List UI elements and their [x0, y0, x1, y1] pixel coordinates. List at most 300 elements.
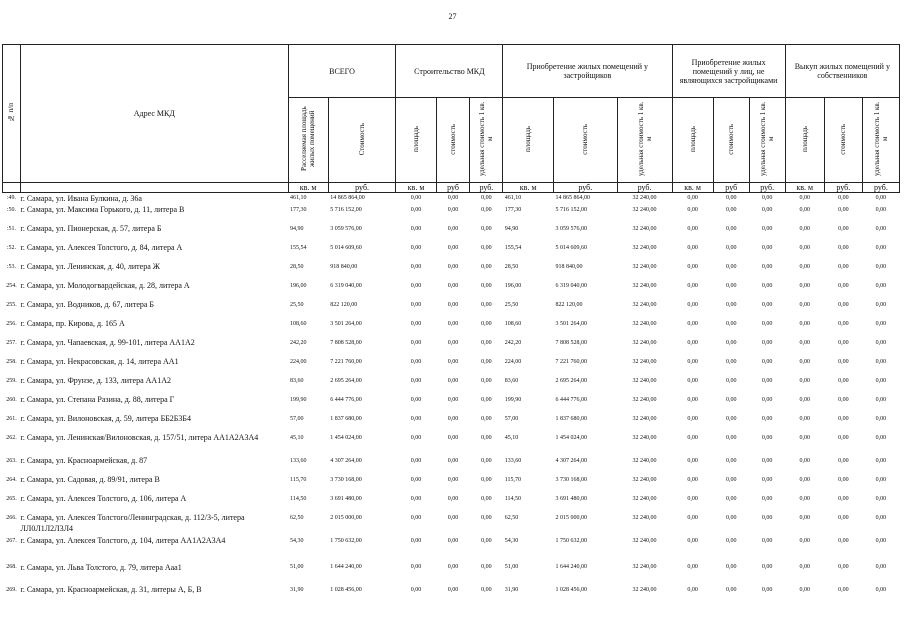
cell-dev-area: 461,10 — [504, 195, 522, 201]
cell-owners-unit: 0,00 — [875, 283, 887, 289]
cell-owners-cost: 0,00 — [838, 564, 849, 570]
row-address: г. Самара, ул. Вилоновская, д. 59, литера ББ2Б3Б4 — [20, 414, 191, 423]
cell-constr-cost: 0,00 — [447, 458, 459, 464]
cell-constr-area: 0,00 — [410, 564, 422, 570]
cell-nondev-area: 0,00 — [687, 435, 698, 441]
cell-dev-unit: 32 240,00 — [632, 587, 657, 593]
cell-dev-unit: 32 240,00 — [632, 564, 657, 570]
unit-rub: руб. — [749, 183, 785, 193]
cell-constr-area: 0,00 — [410, 477, 422, 483]
cell-owners-cost: 0,00 — [838, 226, 849, 232]
cell-owners-area: 0,00 — [799, 264, 810, 270]
cell-constr-cost: 0,00 — [447, 416, 459, 422]
col-resettled-area: Расселяемая площадь жилых помещений — [288, 98, 328, 183]
cell-dev-unit: 32 240,00 — [632, 283, 657, 289]
cell-resettled-area: 114,50 — [290, 496, 307, 502]
cell-resettled-area: 108,60 — [290, 321, 307, 327]
cell-dev-cost: 2 015 000,00 — [555, 515, 588, 521]
cell-dev-cost: 3 059 576,00 — [555, 226, 588, 232]
cell-owners-area: 0,00 — [799, 416, 810, 422]
cell-dev-unit: 32 240,00 — [632, 515, 657, 521]
cell-constr-cost: 0,00 — [447, 264, 459, 270]
cell-constr-area: 0,00 — [410, 226, 422, 232]
cell-nondev-cost: 0,00 — [725, 435, 737, 441]
cell-constr-unit: 0,00 — [481, 515, 492, 521]
cell-dev-area: 28,50 — [504, 264, 519, 270]
cell-dev-area: 108,60 — [504, 321, 522, 327]
cell-owners-cost: 0,00 — [838, 245, 849, 251]
table-row — [3, 455, 900, 474]
row-number: :52. — [6, 245, 17, 251]
cell-nondev-area: 0,00 — [687, 538, 698, 544]
group-total-header: ВСЕГО — [288, 45, 396, 98]
cell-nondev-cost: 0,00 — [725, 416, 737, 422]
cell-dev-area: 155,54 — [504, 245, 522, 251]
cell-owners-cost: 0,00 — [838, 515, 849, 521]
cell-constr-unit: 0,00 — [481, 283, 492, 289]
cell-constr-area: 0,00 — [410, 378, 422, 384]
cell-owners-unit: 0,00 — [875, 416, 887, 422]
cell-nondev-cost: 0,00 — [725, 496, 737, 502]
cell-owners-cost: 0,00 — [838, 477, 849, 483]
cell-total-cost: 3 501 264,00 — [330, 321, 362, 327]
cell-nondev-unit: 0,00 — [761, 587, 773, 593]
cell-dev-unit: 32 240,00 — [632, 264, 657, 270]
cell-dev-area: 54,30 — [504, 538, 519, 544]
cell-nondev-area: 0,00 — [687, 245, 698, 251]
cell-constr-cost: 0,00 — [447, 321, 459, 327]
col-nondev-unit: удельная стоимость 1 кв. м — [749, 98, 785, 183]
cell-resettled-area: 133,60 — [290, 458, 307, 464]
cell-total-cost: 1 644 240,00 — [330, 564, 362, 570]
cell-owners-area: 0,00 — [799, 435, 810, 441]
unit-blank — [20, 183, 288, 193]
cell-nondev-area: 0,00 — [687, 340, 698, 346]
cell-owners-area: 0,00 — [799, 321, 810, 327]
cell-constr-cost: 0,00 — [447, 496, 459, 502]
cell-constr-cost: 0,00 — [447, 359, 459, 365]
row-address: г. Самара, ул. Степана Разина, д. 88, литера Г — [20, 395, 175, 404]
cell-resettled-area: 94,90 — [290, 226, 304, 232]
col-owners-cost: стоимость — [824, 98, 862, 183]
cell-owners-cost: 0,00 — [838, 416, 849, 422]
cell-total-cost: 5 716 152,00 — [330, 207, 362, 213]
cell-owners-unit: 0,00 — [875, 302, 887, 308]
col-num-header: № п/п — [3, 45, 21, 183]
cell-dev-area: 199,90 — [504, 397, 522, 403]
cell-owners-unit: 0,00 — [875, 359, 887, 365]
cell-total-cost: 1 750 632,00 — [330, 538, 362, 544]
cell-total-cost: 3 691 480,00 — [330, 496, 362, 502]
cell-constr-unit: 0,00 — [481, 226, 492, 232]
group-owners-header: Выкуп жилых помещений у собственников — [785, 45, 899, 98]
cell-constr-area: 0,00 — [410, 245, 422, 251]
row-address: г. Самара, ул. Ивана Булкина, д. 36а — [20, 194, 142, 203]
cell-constr-unit: 0,00 — [481, 321, 492, 327]
cell-resettled-area: 25,50 — [290, 302, 304, 308]
row-address: г. Самара, пр. Кирова, д. 165 А — [20, 319, 125, 328]
cell-owners-cost: 0,00 — [838, 195, 849, 201]
cell-constr-area: 0,00 — [410, 496, 422, 502]
col-dev-area: площадь — [503, 98, 554, 183]
cell-resettled-area: 28,50 — [290, 264, 304, 270]
table-row — [3, 474, 900, 493]
cell-dev-cost: 6 444 776,00 — [555, 397, 588, 403]
cell-constr-unit: 0,00 — [481, 458, 492, 464]
cell-nondev-unit: 0,00 — [761, 245, 773, 251]
cell-owners-unit: 0,00 — [875, 515, 887, 521]
cell-dev-cost: 3 501 264,00 — [555, 321, 588, 327]
cell-nondev-cost: 0,00 — [725, 359, 737, 365]
cell-constr-area: 0,00 — [410, 515, 422, 521]
table-row — [3, 535, 900, 554]
cell-nondev-area: 0,00 — [687, 195, 698, 201]
row-address: г. Самара, ул. Пионерская, д. 57, литера Б — [20, 224, 162, 233]
col-nondev-area: площадь — [672, 98, 713, 183]
cell-nondev-cost: 0,00 — [725, 207, 737, 213]
cell-resettled-area: 31,90 — [290, 587, 304, 593]
cell-total-cost: 3 730 168,00 — [330, 477, 362, 483]
col-constr-unit: удельная стоимость 1 кв. м — [470, 98, 503, 183]
unit-rub: руб. — [824, 183, 862, 193]
cell-nondev-unit: 0,00 — [761, 496, 773, 502]
cell-dev-area: 242,20 — [504, 340, 522, 346]
cell-dev-area: 224,00 — [504, 359, 522, 365]
cell-constr-area: 0,00 — [410, 416, 422, 422]
cell-owners-cost: 0,00 — [838, 359, 849, 365]
cell-total-cost: 918 840,00 — [330, 264, 358, 270]
cell-dev-cost: 1 028 456,00 — [555, 587, 588, 593]
table-row — [3, 204, 900, 223]
unit-rub: руб — [436, 183, 470, 193]
cell-constr-unit: 0,00 — [481, 496, 492, 502]
cell-owners-area: 0,00 — [799, 195, 810, 201]
table-row — [3, 512, 900, 535]
cell-nondev-cost: 0,00 — [725, 538, 737, 544]
row-number: 264. — [6, 477, 17, 483]
cell-constr-area: 0,00 — [410, 302, 422, 308]
col-constr-cost: стоимость — [436, 98, 470, 183]
unit-blank — [3, 183, 21, 193]
cell-dev-unit: 32 240,00 — [632, 195, 657, 201]
cell-nondev-cost: 0,00 — [725, 302, 737, 308]
cell-constr-cost: 0,00 — [447, 477, 459, 483]
col-address-header: Адрес МКД — [20, 45, 288, 183]
cell-owners-unit: 0,00 — [875, 435, 887, 441]
cell-owners-unit: 0,00 — [875, 340, 887, 346]
table-row — [3, 394, 900, 413]
cell-dev-area: 177,30 — [504, 207, 522, 213]
row-address: г. Самара, ул. Ленинская/Вилоновская, д. 157/51, литера АА1А2А3А4 — [20, 433, 259, 442]
cell-constr-cost: 0,00 — [447, 226, 459, 232]
cell-nondev-area: 0,00 — [687, 207, 698, 213]
cell-nondev-unit: 0,00 — [761, 264, 773, 270]
cell-owners-area: 0,00 — [799, 515, 810, 521]
col-dev-cost: стоимость — [554, 98, 617, 183]
cell-owners-unit: 0,00 — [875, 245, 887, 251]
cell-constr-unit: 0,00 — [481, 378, 492, 384]
cell-constr-unit: 0,00 — [481, 207, 492, 213]
cell-owners-unit: 0,00 — [875, 538, 887, 544]
cell-nondev-cost: 0,00 — [725, 340, 737, 346]
row-number: 262. — [6, 435, 17, 441]
cell-dev-cost: 7 808 528,00 — [555, 340, 588, 346]
row-number: 260. — [6, 397, 17, 403]
cell-constr-unit: 0,00 — [481, 264, 492, 270]
cell-owners-cost: 0,00 — [838, 321, 849, 327]
table-row — [3, 299, 900, 318]
cell-constr-unit: 0,00 — [481, 302, 492, 308]
cell-constr-unit: 0,00 — [481, 397, 492, 403]
cell-owners-area: 0,00 — [799, 378, 810, 384]
cell-owners-area: 0,00 — [799, 477, 810, 483]
row-number: 267. — [6, 538, 17, 544]
col-owners-area: площадь — [785, 98, 824, 183]
cell-owners-cost: 0,00 — [838, 264, 849, 270]
cell-dev-cost: 4 307 264,00 — [555, 458, 588, 464]
cell-dev-area: 133,60 — [504, 458, 522, 464]
row-address: г. Самара, ул. Ленинская, д. 40, литера Ж — [20, 262, 160, 271]
cell-constr-area: 0,00 — [410, 321, 422, 327]
cell-owners-cost: 0,00 — [838, 458, 849, 464]
row-number: 263. — [6, 458, 17, 464]
cell-dev-cost: 1 750 632,00 — [555, 538, 588, 544]
cell-dev-unit: 32 240,00 — [632, 477, 657, 483]
cell-constr-cost: 0,00 — [447, 245, 459, 251]
cell-dev-area: 45,10 — [504, 435, 519, 441]
cell-nondev-area: 0,00 — [687, 477, 698, 483]
group-developers-header: Приобретение жилых помещений у застройщиков — [503, 45, 672, 98]
cell-dev-unit: 32 240,00 — [632, 359, 657, 365]
cell-resettled-area: 54,30 — [290, 538, 304, 544]
cell-dev-unit: 32 240,00 — [632, 397, 657, 403]
cell-total-cost: 6 319 040,00 — [330, 283, 362, 289]
row-address: г. Самара, ул. Алексея Толстого, д. 106, литера А — [20, 494, 187, 503]
cell-nondev-unit: 0,00 — [761, 207, 773, 213]
cell-nondev-cost: 0,00 — [725, 321, 737, 327]
cell-owners-cost: 0,00 — [838, 435, 849, 441]
cell-owners-cost: 0,00 — [838, 283, 849, 289]
cell-dev-unit: 32 240,00 — [632, 416, 657, 422]
cell-owners-cost: 0,00 — [838, 538, 849, 544]
cell-nondev-cost: 0,00 — [725, 378, 737, 384]
cell-nondev-area: 0,00 — [687, 226, 698, 232]
cell-constr-area: 0,00 — [410, 397, 422, 403]
cell-dev-unit: 32 240,00 — [632, 207, 657, 213]
unit-rub: руб. — [470, 183, 503, 193]
cell-dev-area: 31,90 — [504, 587, 519, 593]
table-row — [3, 261, 900, 280]
cell-resettled-area: 461,10 — [290, 195, 307, 201]
row-number: :51. — [6, 226, 17, 232]
cell-dev-unit: 32 240,00 — [632, 496, 657, 502]
cell-total-cost: 822 120,00 — [330, 302, 358, 308]
cell-total-cost: 5 014 609,60 — [330, 245, 362, 251]
cell-constr-cost: 0,00 — [447, 195, 459, 201]
cell-owners-unit: 0,00 — [875, 587, 887, 593]
cell-constr-unit: 0,00 — [481, 416, 492, 422]
cell-nondev-unit: 0,00 — [761, 226, 773, 232]
cell-constr-unit: 0,00 — [481, 245, 492, 251]
cell-dev-unit: 32 240,00 — [632, 340, 657, 346]
cell-owners-cost: 0,00 — [838, 587, 849, 593]
cell-nondev-area: 0,00 — [687, 458, 698, 464]
cell-nondev-unit: 0,00 — [761, 458, 773, 464]
table-row — [3, 280, 900, 299]
cell-constr-area: 0,00 — [410, 359, 422, 365]
cell-nondev-area: 0,00 — [687, 515, 698, 521]
cell-owners-cost: 0,00 — [838, 397, 849, 403]
cell-nondev-cost: 0,00 — [725, 477, 737, 483]
cell-constr-cost: 0,00 — [447, 378, 459, 384]
table-body — [3, 193, 900, 604]
cell-nondev-cost: 0,00 — [725, 458, 737, 464]
cell-constr-area: 0,00 — [410, 340, 422, 346]
cell-owners-unit: 0,00 — [875, 321, 887, 327]
row-number: 254. — [6, 283, 17, 289]
cell-nondev-area: 0,00 — [687, 587, 698, 593]
cell-dev-cost: 1 454 024,00 — [555, 435, 588, 441]
cell-constr-area: 0,00 — [410, 264, 422, 270]
col-nondev-cost: стоимость — [713, 98, 749, 183]
group-non-developers-header: Приобретение жилых помещений у лиц, не являющихся застройщиками — [672, 45, 785, 98]
cell-resettled-area: 51,00 — [290, 564, 304, 570]
cell-constr-cost: 0,00 — [447, 435, 459, 441]
row-number: 269. — [6, 587, 17, 593]
table-row — [3, 223, 900, 242]
cell-owners-unit: 0,00 — [875, 477, 887, 483]
cell-dev-area: 57,00 — [504, 416, 519, 422]
row-address: г. Самара, ул. Некрасовская, д. 14, литера АА1 — [20, 357, 179, 366]
cell-nondev-cost: 0,00 — [725, 564, 737, 570]
row-address: г. Самара, ул. Садовая, д. 89/91, литера В — [20, 475, 160, 484]
row-address: г. Самара, ул. Льва Толстого, д. 79, литера Ааа1 — [20, 563, 182, 572]
cell-owners-area: 0,00 — [799, 245, 810, 251]
cell-dev-area: 62,50 — [504, 515, 519, 521]
row-number: 265. — [6, 496, 17, 502]
cell-owners-unit: 0,00 — [875, 264, 887, 270]
cell-constr-area: 0,00 — [410, 538, 422, 544]
cell-nondev-unit: 0,00 — [761, 564, 773, 570]
page-number: 27 — [448, 12, 457, 21]
cell-dev-cost: 822 120,00 — [555, 302, 583, 308]
table-row — [3, 432, 900, 455]
cell-owners-cost: 0,00 — [838, 207, 849, 213]
cell-dev-unit: 32 240,00 — [632, 538, 657, 544]
cell-owners-unit: 0,00 — [875, 564, 887, 570]
cell-owners-area: 0,00 — [799, 359, 810, 365]
cell-owners-area: 0,00 — [799, 397, 810, 403]
cell-dev-cost: 918 840,00 — [555, 264, 583, 270]
cell-resettled-area: 199,90 — [290, 397, 307, 403]
cell-dev-cost: 5 014 609,60 — [555, 245, 588, 251]
cell-nondev-area: 0,00 — [687, 359, 698, 365]
cell-nondev-cost: 0,00 — [725, 264, 737, 270]
cell-constr-unit: 0,00 — [481, 564, 492, 570]
cell-nondev-area: 0,00 — [687, 302, 698, 308]
cell-resettled-area: 45,10 — [290, 435, 304, 441]
row-number: 266. — [6, 515, 17, 521]
cell-dev-area: 94,90 — [504, 226, 519, 232]
cell-total-cost: 2 015 000,00 — [330, 515, 362, 521]
cell-resettled-area: 57,00 — [290, 416, 304, 422]
cell-nondev-unit: 0,00 — [761, 321, 773, 327]
cell-nondev-cost: 0,00 — [725, 515, 737, 521]
table-row — [3, 356, 900, 375]
row-number: :53. — [6, 264, 17, 270]
cell-owners-area: 0,00 — [799, 458, 810, 464]
cell-constr-area: 0,00 — [410, 458, 422, 464]
cell-dev-cost: 1 837 680,00 — [555, 416, 588, 422]
unit-sqm: кв. м — [672, 183, 713, 193]
table-row — [3, 242, 900, 261]
unit-sqm: кв. м — [503, 183, 554, 193]
cell-total-cost: 6 444 776,00 — [330, 397, 362, 403]
cell-nondev-unit: 0,00 — [761, 302, 773, 308]
row-number: 256. — [6, 321, 17, 327]
cell-dev-cost: 1 644 240,00 — [555, 564, 588, 570]
cell-constr-area: 0,00 — [410, 283, 422, 289]
cell-resettled-area: 224,00 — [290, 359, 307, 365]
cell-owners-unit: 0,00 — [875, 207, 887, 213]
cell-nondev-unit: 0,00 — [761, 378, 773, 384]
cell-total-cost: 7 808 528,00 — [330, 340, 362, 346]
row-address: г. Самара, ул. Водников, д. 67, литера Б — [20, 300, 155, 309]
cell-total-cost: 1 454 024,00 — [330, 435, 362, 441]
cell-dev-unit: 32 240,00 — [632, 458, 657, 464]
cell-dev-cost: 5 716 152,00 — [555, 207, 588, 213]
unit-rub: руб. — [862, 183, 899, 193]
cell-owners-cost: 0,00 — [838, 496, 849, 502]
cell-owners-unit: 0,00 — [875, 458, 887, 464]
cell-dev-area: 25,50 — [504, 302, 519, 308]
cell-dev-cost: 2 695 264,00 — [555, 378, 588, 384]
cell-nondev-unit: 0,00 — [761, 435, 773, 441]
cell-owners-area: 0,00 — [799, 283, 810, 289]
row-number: 268. — [6, 564, 17, 570]
cell-dev-area: 83,60 — [504, 378, 519, 384]
cell-constr-cost: 0,00 — [447, 397, 459, 403]
cell-dev-unit: 32 240,00 — [632, 378, 657, 384]
cell-nondev-unit: 0,00 — [761, 397, 773, 403]
row-number: 261. — [6, 416, 17, 422]
cell-constr-cost: 0,00 — [447, 587, 459, 593]
cell-constr-cost: 0,00 — [447, 340, 459, 346]
cell-owners-area: 0,00 — [799, 226, 810, 232]
table-row — [3, 584, 900, 603]
cell-constr-cost: 0,00 — [447, 207, 459, 213]
cell-constr-cost: 0,00 — [447, 515, 459, 521]
cell-nondev-unit: 0,00 — [761, 515, 773, 521]
cell-owners-cost: 0,00 — [838, 340, 849, 346]
cell-dev-area: 196,00 — [504, 283, 522, 289]
unit-rub: руб. — [617, 183, 672, 193]
resettlement-table — [2, 44, 900, 603]
row-address: г. Самара, ул. Красноармейская, д. 87 — [20, 456, 148, 465]
row-address: г. Самара, ул. Красноармейская, д. 31, литеры А, Б, В — [20, 585, 202, 594]
row-address: г. Самара, ул. Чапаевская, д. 99-101, литера АА1А2 — [20, 338, 195, 347]
cell-dev-cost: 7 221 760,00 — [555, 359, 588, 365]
cell-total-cost: 1 028 456,00 — [330, 587, 362, 593]
cell-nondev-area: 0,00 — [687, 416, 698, 422]
cell-nondev-cost: 0,00 — [725, 587, 737, 593]
cell-owners-area: 0,00 — [799, 538, 810, 544]
row-number: :49. — [6, 195, 17, 201]
cell-total-cost: 1 837 680,00 — [330, 416, 362, 422]
cell-owners-unit: 0,00 — [875, 378, 887, 384]
row-number: :50. — [6, 207, 17, 213]
row-number: 257. — [6, 340, 17, 346]
